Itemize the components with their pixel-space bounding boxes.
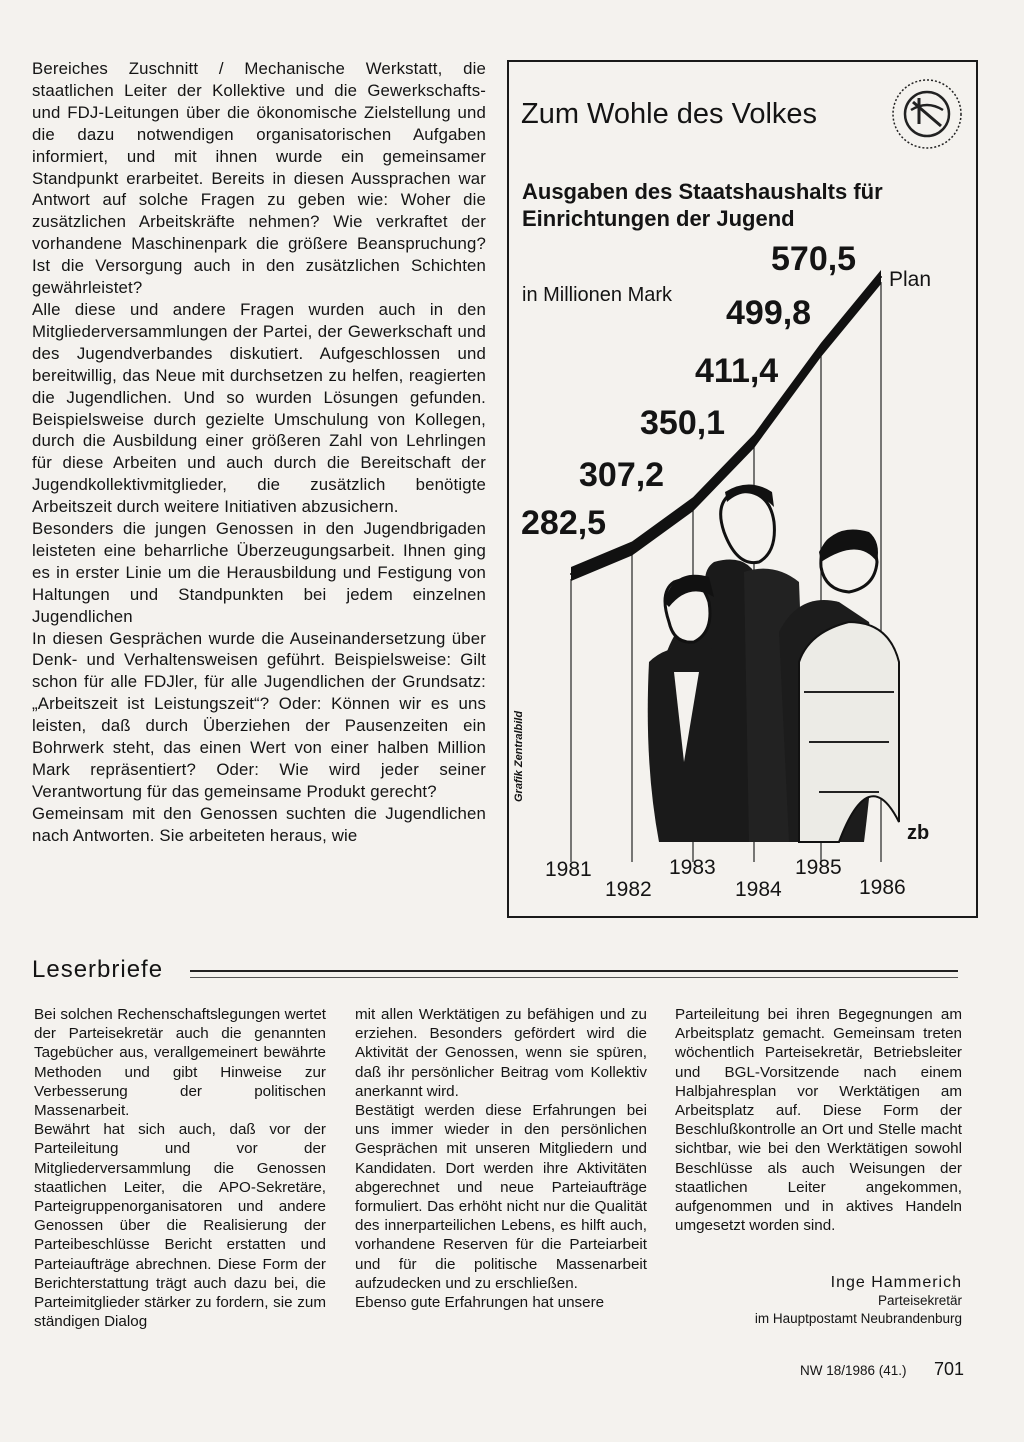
signature-role-location: im Hauptpostamt Neubrandenburg bbox=[754, 1311, 962, 1326]
signature-name: Inge Hammerich bbox=[830, 1274, 962, 1291]
chart-title: Ausgaben des Staatshaushalts für Einrichtungen der Jugend bbox=[522, 179, 883, 231]
letter-paragraph: Bewährt hat sich auch, daß vor der Parteileitung und vor der Mitgliederversammlung die Genossen staatlichen Leiter, die APO-Sekretäre, Parteigruppenorganisatoren und andere Genossen über die Realisierung der Parteibeschlüsse Bericht erstatten und Parteiaufträge abrechnen. Diese Form der Berichterstattung trägt auch dazu bei, die Parteimitglieder stärker zu fordern, sie zum ständigen Dialog bbox=[34, 1121, 326, 1331]
year-label: 1984 bbox=[735, 878, 782, 901]
data-point bbox=[820, 349, 822, 351]
year-label: 1983 bbox=[669, 856, 716, 879]
value-label: 570,5 bbox=[771, 240, 857, 278]
value-label: 499,8 bbox=[726, 294, 812, 332]
letter-paragraph: Bei solchen Rechenschaftslegungen wertet der Parteisekretär auch die genannten Tagebücher aus, verallgemeinert bewährte Methoden und gibt Hinweise zur Verbesserung der politischen Massenarbeit. bbox=[34, 1006, 326, 1120]
data-point bbox=[753, 440, 755, 442]
value-label: 350,1 bbox=[640, 404, 726, 442]
value-label: 411,4 bbox=[695, 352, 779, 390]
agency-mark: zb bbox=[907, 822, 930, 844]
signature-role: Parteisekretär bbox=[877, 1293, 962, 1308]
plan-annotation: Plan bbox=[889, 268, 932, 291]
youth-group-illustration bbox=[648, 485, 899, 843]
chart-header: Zum Wohle des Volkes bbox=[521, 98, 818, 130]
article-paragraph: Gemeinsam mit den Genossen suchten die Jugendlichen nach Antworten. Sie arbeiteten heraus, wie bbox=[32, 803, 486, 845]
data-point bbox=[880, 276, 882, 278]
article-paragraph: In diesen Gesprächen wurde die Auseinandersetzung über Denk- und Verhaltensweisen geführt. Beispielsweise: Gilt schon für alle FDJler, für alle Jugendlichen der Grundsatz: „Arbeitszeit ist Leistungszeit“? Oder: Können wir es uns leisten, daß durch Überziehen der Pausenzeiten ein Bohrwerk steht, das einen Wert von einer halben Million Mark repräsentiert? Oder: Wie wird jeder seiner Verantwortung für das gemeinsame Produkt gerecht? bbox=[32, 628, 486, 801]
letters-column-3 bbox=[675, 1005, 962, 1235]
data-point bbox=[631, 548, 633, 550]
year-label: 1981 bbox=[545, 858, 592, 881]
data-point bbox=[692, 503, 694, 505]
issue-reference: NW 18/1986 (41.) bbox=[800, 1363, 907, 1378]
letter-paragraph: Bestätigt werden diese Erfahrungen bei uns immer wieder in den persönlichen Gesprächen mit unseren Mitgliedern und Kandidaten. Dort werden ihre Aktivitäten abgerechnet und neue Parteiaufträge formuliert. Das erhöht nicht nur die Qualität des innerparteilichen Lebens, es hilft auch, vorhandene Reserven für die Parteiarbeit und für die politische Massenarbeit aufzudecken und zu erschließen. bbox=[355, 1102, 647, 1292]
year-label: 1982 bbox=[605, 878, 652, 901]
year-label: 1986 bbox=[859, 876, 906, 899]
article-paragraph: Besonders die jungen Genossen in den Jugendbrigaden leisteten eine beharrliche Überzeugungsarbeit. Ihnen ging es in erster Linie um die Herausbildung und Festigung von Haltungen und Standpunkten bei jedem einzelnen Jugendlichen bbox=[32, 519, 486, 626]
letter-paragraph: mit allen Werktätigen zu befähigen und zu erziehen. Besonders gefördert wird die Aktivität der Genossen, wenn sie spüren, daß ihr persönlicher Beitrag vom Kollektiv anerkannt wird. bbox=[355, 1006, 647, 1100]
section-divider bbox=[190, 970, 958, 978]
value-label: 282,5 bbox=[521, 504, 607, 542]
value-label: 307,2 bbox=[579, 456, 665, 494]
article-top-column bbox=[32, 58, 486, 847]
data-point bbox=[570, 573, 572, 575]
state-emblem-icon bbox=[893, 80, 961, 148]
section-title: Leserbriefe bbox=[32, 956, 164, 983]
signature-block bbox=[675, 1274, 962, 1328]
chart-unit-label: in Millionen Mark bbox=[522, 284, 673, 306]
letter-paragraph: Ebenso gute Erfahrungen hat unsere bbox=[355, 1294, 605, 1312]
article-paragraph: Bereiches Zuschnitt / Mechanische Werkstatt, die staatlichen Leiter der Kollektive und die Gewerkschafts- und FDJ-Leitungen über die ökonomische Zielstellung und die dazu notwendigen organisatorischen Aufgaben informiert, und mit ihnen wurde ein gemeinsamer Standpunkt erarbeitet. Bereits in diesen Aussprachen war Antwort auf solche Fragen zu geben wie: Woher die zusätzlichen Arbeitskräfte nehmen? Wie verkraftet der vorhandene Maschinenpark die größere Beanspruchung? Ist die Versorgung auch in den zusätzlichen Schichten gewährleistet? bbox=[32, 59, 486, 298]
letters-column-1 bbox=[34, 1005, 326, 1331]
page-number: 701 bbox=[934, 1359, 965, 1379]
letters-column-2 bbox=[355, 1005, 647, 1312]
letter-paragraph: Parteileitung bei ihren Begegnungen am Arbeitsplatz gemacht. Gemeinsam treten wöchentlich Parteisekretär, Betriebsleiter und BGL-Vorsitzende nach einem Halbjahresplan vor Werktätigen am Arbeitsplatz auf. Diese Form der Beschlußkontrolle an Ort und Stelle macht sichtbar, wie bei den Werktätigen sowohl Beschlüsse als auch Weisungen der staatlichen Leiter angekommen, aufgenommen und in aktives Handeln umgesetzt worden sind. bbox=[675, 1006, 962, 1235]
chart-figure bbox=[507, 60, 978, 918]
graphic-credit: Grafik Zentralbild bbox=[513, 710, 525, 802]
year-label: 1985 bbox=[795, 856, 842, 879]
article-paragraph: Alle diese und andere Fragen wurden auch in den Mitgliederversammlungen der Partei, der Gewerkschaft und des Jugendverbandes diskutiert. Aufgeschlossen und bereitwillig, das Neue mit durchsetzen zu helfen, reagierten die Jugendlichen. Und so wurden Lösungen gefunden. Beispielsweise durch gezielte Umschulung von Kollegen, durch die Ausbildung einer größeren Zahl von Lehrlingen für diese Arbeiten und auch durch die Bereitschaft der Jugendkollektivmitglieder, die zusätzlich benötigte Arbeitszeit durch weitere Initiativen abzusichern. bbox=[32, 299, 486, 517]
